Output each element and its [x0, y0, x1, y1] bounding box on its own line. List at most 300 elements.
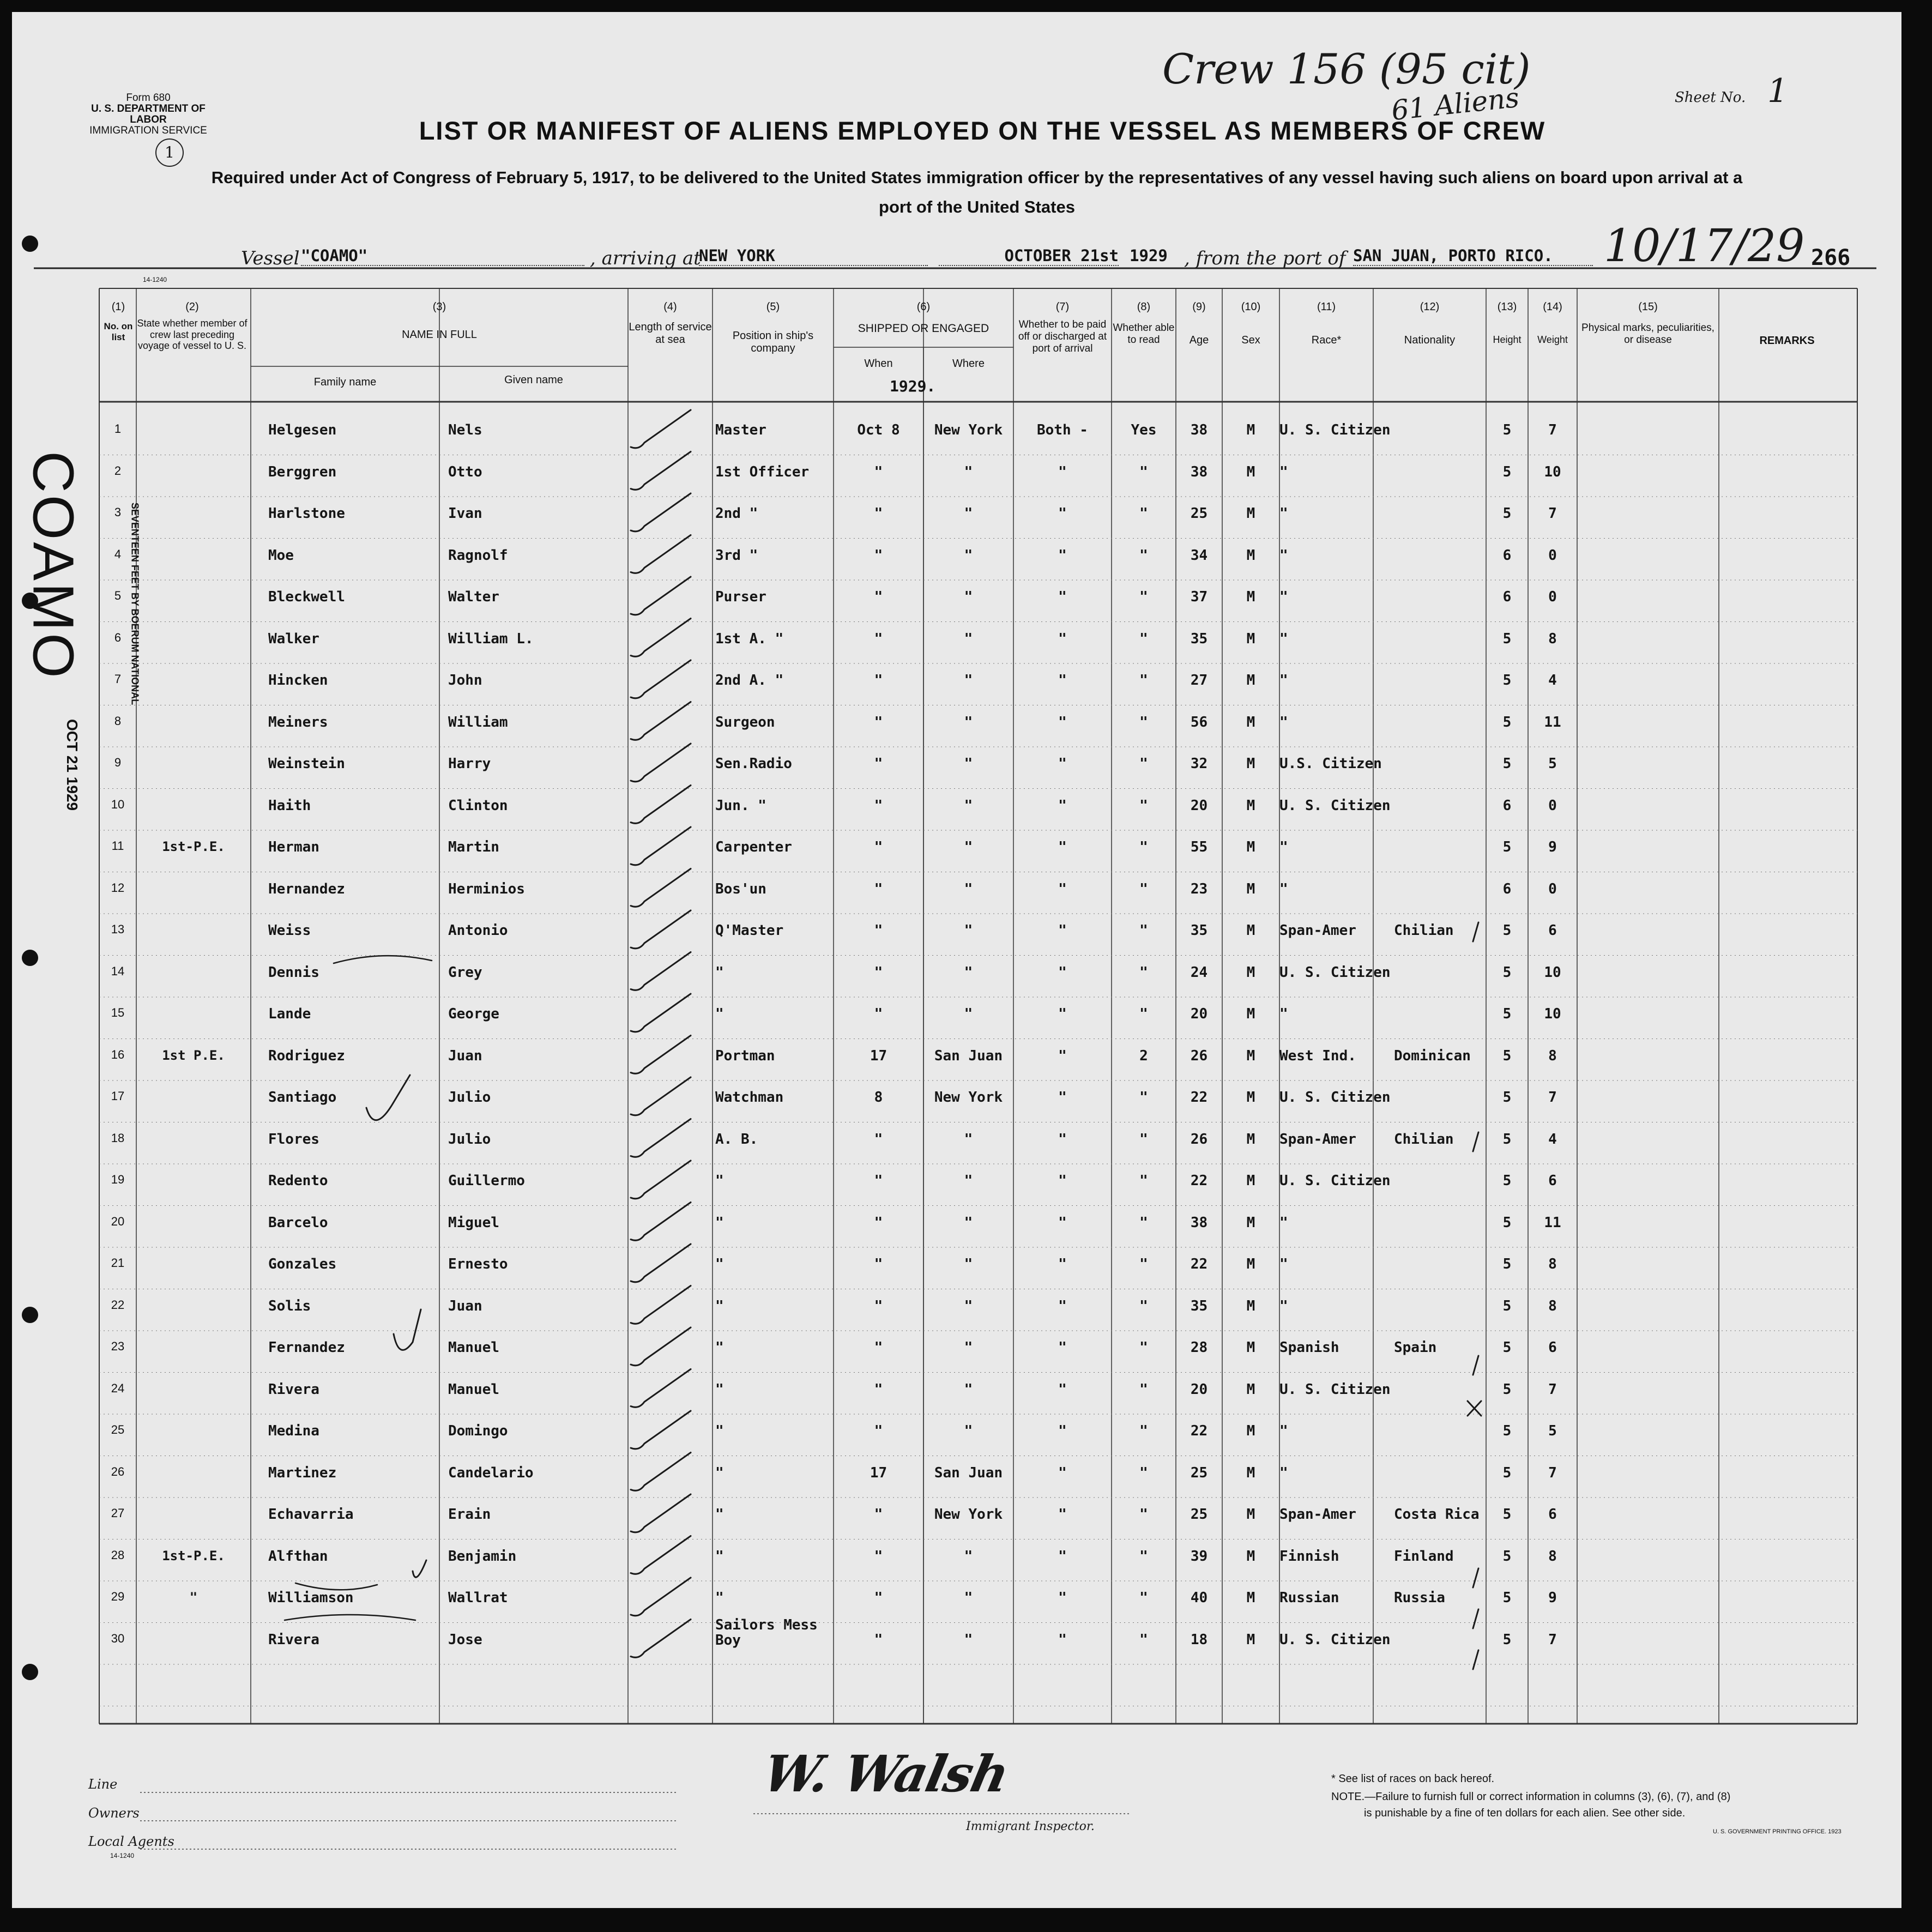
cell-where: " — [964, 463, 973, 480]
cell-paid: " — [1058, 1089, 1067, 1106]
cell-read: " — [1139, 1297, 1148, 1314]
check-mark — [631, 1036, 691, 1074]
cell-where: " — [964, 1590, 973, 1606]
cell-ht: 5 — [1502, 630, 1512, 647]
cell-race: " — [1279, 1006, 1288, 1022]
cell-where: " — [964, 1131, 973, 1148]
cell-ht: 5 — [1502, 756, 1512, 772]
cell-read: " — [1139, 964, 1148, 981]
cell-read: " — [1139, 1464, 1148, 1481]
cell-wt: 4 — [1548, 672, 1557, 689]
handwritten-date: 10/17/29 — [1604, 220, 1805, 272]
check-mark — [631, 452, 691, 490]
cell-position: Sailors Mess Boy — [715, 1617, 818, 1649]
cell-ht: 5 — [1502, 1256, 1512, 1272]
check-mark — [285, 1615, 415, 1620]
cell-when: " — [874, 589, 883, 605]
cell-wt: 5 — [1548, 756, 1557, 772]
cell-family: Meiners — [268, 714, 328, 730]
cell-family: Echavarria — [268, 1506, 354, 1523]
cell-ht: 5 — [1502, 1173, 1512, 1189]
cell-given: Manuel — [448, 1339, 499, 1356]
cell-position: Surgeon — [715, 714, 775, 730]
cell-given: William — [448, 714, 508, 730]
vessel-name: "COAMO" — [301, 246, 584, 266]
family-name-header: Family name — [313, 376, 377, 388]
cell-no: 11 — [111, 839, 124, 853]
cell-ht: 5 — [1502, 964, 1512, 981]
col2-label: State whether member of crew last preceding voyage of vessel to U. S. — [137, 318, 247, 352]
cell-sex: M — [1246, 1089, 1255, 1106]
cell-where: " — [964, 1339, 973, 1356]
check-mark — [631, 869, 691, 907]
cell-no: 21 — [111, 1256, 125, 1270]
check-mark — [1473, 1568, 1478, 1587]
arriving-label: , arriving at — [590, 247, 701, 269]
cell-wt: 10 — [1544, 964, 1561, 981]
side-stamp-date: OCT 21 1929 — [64, 719, 81, 811]
cell-when: " — [874, 1506, 883, 1523]
check-mark — [631, 1161, 691, 1199]
sheet-number: 1 — [1767, 72, 1789, 110]
remarks-header: REMARKS — [1759, 335, 1815, 347]
cell-ht: 6 — [1502, 589, 1512, 605]
check-mark — [334, 956, 432, 963]
col5-label: Position in ship's company — [732, 330, 814, 354]
cell-where: " — [964, 1631, 973, 1648]
cell-no: 19 — [111, 1173, 125, 1186]
col11-label: Race* — [1311, 334, 1342, 346]
cell-read: " — [1139, 630, 1148, 647]
cell-given: Grey — [448, 964, 482, 981]
check-mark — [1473, 1356, 1478, 1375]
cell-when: " — [874, 1256, 883, 1272]
cell-where: " — [964, 1006, 973, 1022]
check-mark — [1468, 1401, 1481, 1416]
cell-given: Herminios — [448, 880, 525, 897]
cell-sex: M — [1246, 630, 1255, 647]
cell-sex: M — [1246, 1548, 1255, 1565]
cell-race: West Ind. — [1279, 1047, 1356, 1064]
cell-position: Bos'un — [715, 880, 766, 897]
check-mark — [631, 577, 691, 615]
col8-num: (8) — [1137, 301, 1151, 313]
cell-position: " — [715, 1006, 724, 1022]
cell-paid: " — [1058, 964, 1067, 981]
cell-paid: " — [1058, 1006, 1067, 1022]
cell-paid: Both - — [1037, 422, 1088, 438]
cell-no: 1 — [114, 422, 122, 436]
col1-label: No. on list — [104, 321, 133, 342]
cell-no: 22 — [111, 1297, 125, 1312]
check-mark — [295, 1583, 377, 1590]
cell-wt: 0 — [1548, 547, 1557, 564]
arriving-port: NEW YORK — [699, 246, 928, 266]
cell-given: Benjamin — [448, 1548, 517, 1565]
cell-wt: 6 — [1548, 1173, 1557, 1189]
check-mark — [631, 1411, 691, 1449]
cell-read: " — [1139, 1089, 1148, 1106]
cell-wt: 6 — [1548, 1339, 1557, 1356]
cell-where: " — [964, 880, 973, 897]
cell-sex: M — [1246, 463, 1255, 480]
cell-no: 10 — [111, 797, 125, 811]
cell-paid: " — [1058, 1548, 1067, 1565]
cell-paid: " — [1058, 880, 1067, 897]
cell-where: New York — [934, 1506, 1003, 1523]
check-mark — [631, 952, 691, 991]
check-mark — [631, 1453, 691, 1491]
cell-when: " — [874, 1131, 883, 1148]
cell-paid: " — [1058, 756, 1067, 772]
cell-where: New York — [934, 422, 1003, 438]
cell-read: " — [1139, 1548, 1148, 1565]
cell-wt: 8 — [1548, 1548, 1557, 1565]
cell-paid: " — [1058, 1464, 1067, 1481]
cell-read: Yes — [1131, 422, 1157, 438]
cell-age: 22 — [1190, 1089, 1208, 1106]
cell-age: 38 — [1190, 463, 1208, 480]
cell-where: " — [964, 1173, 973, 1189]
cell-given: Ernesto — [448, 1256, 508, 1272]
col7-num: (7) — [1055, 301, 1070, 313]
check-mark — [631, 410, 691, 448]
cell-nat: Spain — [1394, 1339, 1437, 1356]
check-mark — [631, 827, 691, 865]
check-mark — [631, 1286, 691, 1324]
cell-read: " — [1139, 756, 1148, 772]
cell-given: Erain — [448, 1506, 491, 1523]
cell-position: " — [715, 1256, 724, 1272]
cell-sex: M — [1246, 1464, 1255, 1481]
cell-prev: 1st-P.E. — [162, 839, 225, 854]
penalty-note-1: NOTE.—Failure to furnish full or correct information in columns (3), (6), (7), and (8) — [1331, 1791, 1731, 1803]
page-number: 266 — [1811, 245, 1851, 270]
cell-sex: M — [1246, 1423, 1255, 1439]
cell-given: George — [448, 1006, 499, 1022]
cell-given: William L. — [448, 630, 534, 647]
cell-position: " — [715, 1423, 724, 1439]
cell-read: " — [1139, 1256, 1148, 1272]
col9-label: Age — [1189, 334, 1209, 346]
cell-read: 2 — [1139, 1047, 1148, 1064]
cell-ht: 5 — [1502, 1089, 1512, 1106]
cell-where: " — [964, 714, 973, 730]
cell-nat: Chilian — [1394, 922, 1454, 939]
annotation-layer — [12, 12, 1901, 1908]
cell-read: " — [1139, 797, 1148, 814]
cell-ht: 6 — [1502, 880, 1512, 897]
cell-age: 25 — [1190, 1464, 1208, 1481]
cell-age: 37 — [1190, 589, 1208, 605]
cell-given: Nels — [448, 422, 482, 438]
cell-when: " — [874, 463, 883, 480]
cell-wt: 0 — [1548, 797, 1557, 814]
cell-given: Otto — [448, 463, 482, 480]
cell-read: " — [1139, 1339, 1148, 1356]
cell-given: Antonio — [448, 922, 508, 939]
cell-read: " — [1139, 880, 1148, 897]
cell-position: " — [715, 1548, 724, 1565]
cell-ht: 5 — [1502, 1590, 1512, 1606]
cell-sex: M — [1246, 547, 1255, 564]
cell-family: Alfthan — [268, 1548, 328, 1565]
cell-sex: M — [1246, 964, 1255, 981]
cell-age: 18 — [1190, 1631, 1208, 1648]
cell-ht: 5 — [1502, 1381, 1512, 1398]
cell-race: " — [1279, 630, 1288, 647]
cell-age: 32 — [1190, 756, 1208, 772]
cell-read: " — [1139, 1423, 1148, 1439]
cell-when: " — [874, 1297, 883, 1314]
cell-when: " — [874, 672, 883, 689]
cell-given: Ivan — [448, 505, 482, 522]
check-mark — [413, 1560, 426, 1577]
check-mark — [394, 1309, 421, 1350]
cell-position: " — [715, 1173, 724, 1189]
cell-paid: " — [1058, 1297, 1067, 1314]
cell-ht: 5 — [1502, 1464, 1512, 1481]
cell-ht: 5 — [1502, 922, 1512, 939]
col7-label: Whether to be paid off or discharged at port of arrival — [1018, 319, 1107, 354]
check-mark — [631, 910, 691, 949]
cell-race: Spanish — [1279, 1339, 1339, 1356]
col12-label: Nationality — [1404, 334, 1456, 346]
cell-position: " — [715, 1214, 724, 1231]
cell-race: Span-Amer — [1279, 1506, 1356, 1523]
cell-wt: 8 — [1548, 630, 1557, 647]
cell-given: Harry — [448, 756, 491, 772]
shipped-when-header: When — [864, 358, 893, 370]
cell-age: 20 — [1190, 1381, 1208, 1398]
cell-when: 8 — [874, 1089, 883, 1106]
cell-wt: 6 — [1548, 922, 1557, 939]
cell-family: Gonzales — [268, 1256, 337, 1272]
col4-label: Length of service at sea — [629, 321, 712, 346]
cell-no: 5 — [114, 589, 122, 602]
cell-given: Clinton — [448, 797, 508, 814]
cell-where: " — [964, 922, 973, 939]
cell-when: " — [874, 1423, 883, 1439]
department: U. S. DEPARTMENT OF LABOR — [91, 102, 206, 125]
cell-where: New York — [934, 1089, 1003, 1106]
cell-when: 17 — [870, 1047, 887, 1064]
cell-no: 7 — [114, 672, 122, 686]
cell-no: 4 — [114, 547, 122, 561]
cell-sex: M — [1246, 922, 1255, 939]
form-title: LIST OR MANIFEST OF ALIENS EMPLOYED ON THE VESSEL AS MEMBERS OF CREW — [419, 116, 1546, 145]
col14-num: (14) — [1543, 301, 1562, 313]
cell-sex: M — [1246, 1131, 1255, 1148]
cell-position: 3rd " — [715, 547, 758, 564]
cell-race: " — [1279, 714, 1288, 730]
cell-ht: 5 — [1502, 1047, 1512, 1064]
cell-read: " — [1139, 839, 1148, 855]
cell-no: 26 — [111, 1464, 125, 1478]
cell-position: " — [715, 1506, 724, 1523]
cell-family: Santiago — [268, 1089, 337, 1106]
col5-num: (5) — [766, 301, 780, 313]
cell-family: Flores — [268, 1131, 319, 1148]
col8-label: Whether able to read — [1113, 322, 1175, 346]
cell-read: " — [1139, 463, 1148, 480]
cell-no: 28 — [111, 1548, 125, 1562]
cell-age: 55 — [1190, 839, 1208, 855]
cell-age: 25 — [1190, 505, 1208, 522]
crew-count-note: Crew 156 (95 cit) — [1162, 45, 1531, 93]
cell-position: 2nd A. " — [715, 672, 784, 689]
cell-wt: 7 — [1548, 1089, 1557, 1106]
cell-age: 28 — [1190, 1339, 1208, 1356]
cell-ht: 5 — [1502, 463, 1512, 480]
cell-where: " — [964, 630, 973, 647]
cell-family: Solis — [268, 1297, 311, 1314]
cell-read: " — [1139, 505, 1148, 522]
cell-age: 22 — [1190, 1423, 1208, 1439]
cell-family: Herman — [268, 839, 319, 855]
cell-wt: 10 — [1544, 1006, 1561, 1022]
cell-position: Watchman — [715, 1089, 784, 1106]
cell-race: U.S. Citizen — [1279, 756, 1382, 772]
line-label: Line — [88, 1777, 118, 1792]
check-mark — [631, 786, 691, 824]
cell-where: " — [964, 589, 973, 605]
cell-age: 34 — [1190, 547, 1208, 564]
cell-position: Master — [715, 422, 766, 438]
cell-wt: 9 — [1548, 1590, 1557, 1606]
cell-when: " — [874, 1006, 883, 1022]
cell-wt: 8 — [1548, 1047, 1557, 1064]
cell-race: " — [1279, 880, 1288, 897]
cell-paid: " — [1058, 797, 1067, 814]
cell-no: 30 — [111, 1631, 125, 1645]
given-name-header: Given name — [504, 374, 563, 386]
vessel-label: Vessel — [241, 247, 300, 269]
cell-position: " — [715, 1590, 724, 1606]
cell-family: Haith — [268, 797, 311, 814]
cell-family: Weiss — [268, 922, 311, 939]
cell-race: Finnish — [1279, 1548, 1339, 1565]
cell-given: Ragnolf — [448, 547, 508, 564]
cell-age: 35 — [1190, 1297, 1208, 1314]
cell-given: Domingo — [448, 1423, 508, 1439]
cell-ht: 6 — [1502, 797, 1512, 814]
cell-sex: M — [1246, 1631, 1255, 1648]
cell-age: 20 — [1190, 797, 1208, 814]
cell-wt: 8 — [1548, 1297, 1557, 1314]
cell-read: " — [1139, 672, 1148, 689]
col13-num: (13) — [1497, 301, 1517, 313]
cell-race: " — [1279, 1256, 1288, 1272]
cell-where: San Juan — [934, 1047, 1003, 1064]
cell-paid: " — [1058, 463, 1067, 480]
cell-read: " — [1139, 1506, 1148, 1523]
check-mark — [631, 744, 691, 782]
cell-where: " — [964, 839, 973, 855]
col4-num: (4) — [663, 301, 677, 313]
cell-position: " — [715, 1381, 724, 1398]
cell-when: " — [874, 630, 883, 647]
cell-paid: " — [1058, 1423, 1067, 1439]
cell-age: 39 — [1190, 1548, 1208, 1565]
col1-num: (1) — [111, 301, 125, 313]
check-mark — [1473, 1650, 1478, 1669]
cell-paid: " — [1058, 505, 1067, 522]
cell-sex: M — [1246, 589, 1255, 605]
cell-no: 9 — [114, 756, 122, 769]
cell-no: 17 — [111, 1089, 125, 1103]
cell-age: 22 — [1190, 1256, 1208, 1272]
cell-race: U. S. Citizen — [1279, 1173, 1391, 1189]
cell-paid: " — [1058, 1047, 1067, 1064]
cell-race: U. S. Citizen — [1279, 1381, 1391, 1398]
col6-num: (6) — [916, 301, 931, 313]
check-mark — [631, 1578, 691, 1616]
cell-race: U. S. Citizen — [1279, 422, 1391, 438]
cell-read: " — [1139, 714, 1148, 730]
check-mark — [631, 1077, 691, 1115]
cell-sex: M — [1246, 1339, 1255, 1356]
side-stamp-text: SEVENTEEN FEET BY BOERUM NATIONAL — [129, 502, 141, 705]
check-mark — [631, 702, 691, 740]
cell-paid: " — [1058, 1381, 1067, 1398]
cell-where: San Juan — [934, 1464, 1003, 1481]
check-mark — [631, 1536, 691, 1574]
cell-family: Redento — [268, 1173, 328, 1189]
cell-race: Russian — [1279, 1590, 1339, 1606]
cell-family: Bleckwell — [268, 589, 345, 605]
cell-when: " — [874, 756, 883, 772]
cell-given: Juan — [448, 1047, 482, 1064]
cell-sex: M — [1246, 1214, 1255, 1231]
cell-paid: " — [1058, 630, 1067, 647]
cell-nat: Dominican — [1394, 1047, 1471, 1064]
cell-family: Weinstein — [268, 756, 345, 772]
cell-when: " — [874, 1381, 883, 1398]
cell-no: 15 — [111, 1006, 125, 1019]
cell-sex: M — [1246, 839, 1255, 855]
cell-ht: 5 — [1502, 1631, 1512, 1648]
cell-race: " — [1279, 1214, 1288, 1231]
cell-position: 1st A. " — [715, 630, 784, 647]
cell-sex: M — [1246, 1173, 1255, 1189]
check-mark — [631, 1620, 691, 1658]
cell-age: 38 — [1190, 422, 1208, 438]
check-mark — [631, 994, 691, 1032]
cell-where: " — [964, 1423, 973, 1439]
cell-when: Oct 8 — [857, 422, 900, 438]
cell-race: Span-Amer — [1279, 922, 1356, 939]
cell-paid: " — [1058, 714, 1067, 730]
cell-race: " — [1279, 505, 1288, 522]
cell-when: " — [874, 547, 883, 564]
check-mark — [631, 1203, 691, 1241]
col15-label: Physical marks, peculiarities, or disease — [1581, 322, 1714, 346]
cell-ht: 5 — [1502, 422, 1512, 438]
cell-given: Jose — [448, 1631, 482, 1648]
cell-sex: M — [1246, 505, 1255, 522]
check-mark — [366, 1075, 410, 1120]
aliens-count-note: 61 Aliens — [1390, 81, 1521, 127]
check-mark — [631, 1494, 691, 1532]
col11-num: (11) — [1317, 301, 1336, 313]
cell-paid: " — [1058, 922, 1067, 939]
cell-family: Helgesen — [268, 422, 337, 438]
cell-no: 24 — [111, 1381, 125, 1395]
cell-family: Rodriguez — [268, 1047, 345, 1064]
races-note: * See list of races on back hereof. — [1331, 1773, 1495, 1785]
cell-no: 14 — [111, 964, 125, 978]
